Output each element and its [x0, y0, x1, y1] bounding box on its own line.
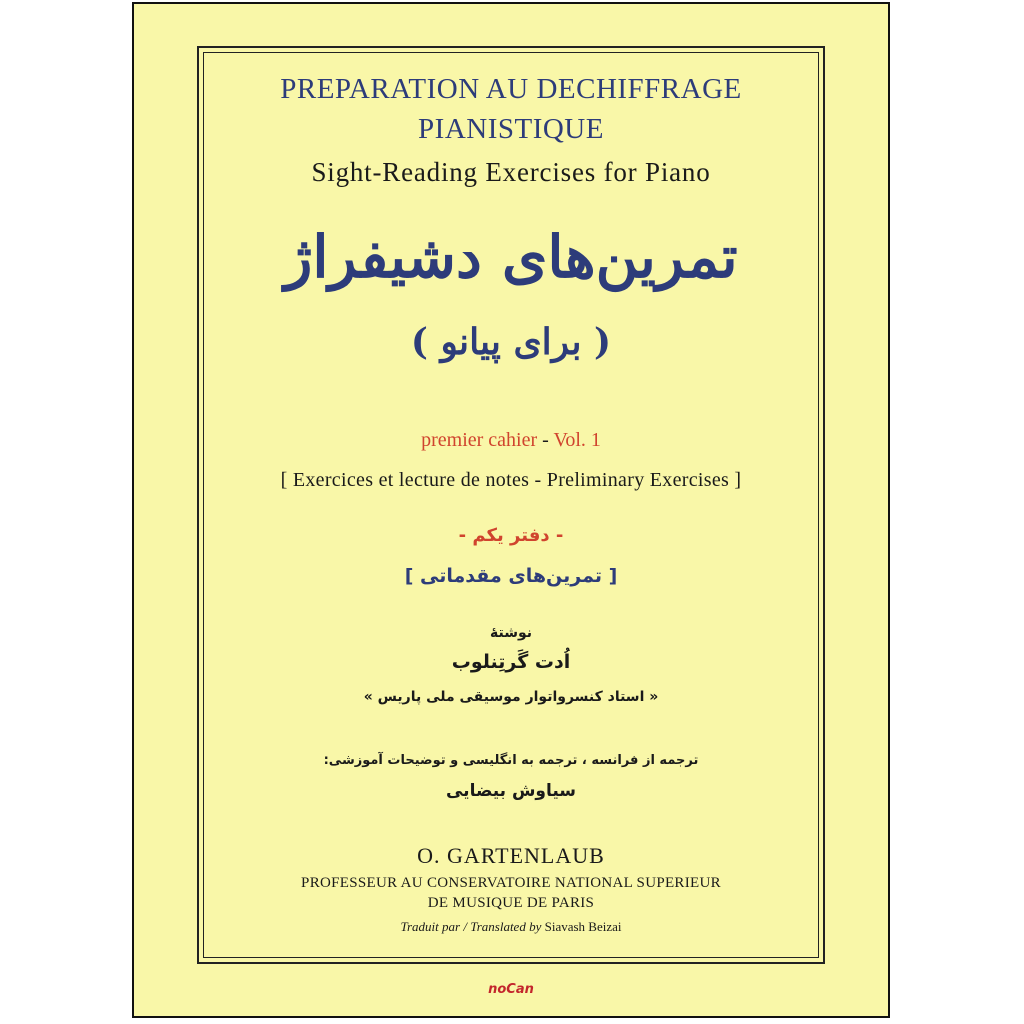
publisher-logo: noCan [488, 982, 534, 997]
translator-fa: سیاوش بیضایی [445, 781, 577, 801]
translated-by-line [204, 919, 818, 935]
title-fr-line1: PREPARATION AU DECHIFFRAGE [280, 73, 742, 105]
title-fa: تمرین‌های دشیفراژ [284, 223, 738, 291]
translation-credit-fa: ترجمه از فرانسه ، ترجمه به انگلیسی و توضیحات آموزشی: [323, 753, 699, 768]
author-title-en-line1: PROFESSEUR AU CONSERVATOIRE NATIONAL SUPERIEUR [301, 875, 721, 891]
translator-en: Siavash Beizai [544, 919, 622, 934]
volume-en: Vol. 1 [553, 429, 601, 451]
exercises-fa: [ تمرین‌های مقدماتی ] [404, 565, 618, 587]
volume-fr: premier cahier [421, 429, 538, 451]
cover-frame [197, 46, 825, 964]
translated-by-label: Traduit par / Translated by [400, 919, 542, 934]
exercises-line: [ Exercices et lecture de notes - Preliminary Exercises ] [280, 469, 742, 491]
volume-line [204, 429, 818, 452]
written-by-fa: نوشتهٔ [489, 625, 532, 641]
author-en: O. GARTENLAUB [417, 843, 605, 868]
title-fr-line2: PIANISTIQUE [418, 113, 604, 145]
author-fa: اُدت گَرتِنلوب [451, 651, 571, 673]
volume-separator: - [537, 429, 554, 451]
subtitle-fa: ( برای پیانو ) [410, 321, 612, 363]
volume-fa: - دفتر یکم - [458, 525, 564, 546]
cover-frame-inner [203, 52, 819, 958]
book-cover [132, 2, 890, 1018]
author-title-fa: « استاد کنسرواتوار موسیقی ملی پاریس » [363, 689, 659, 705]
title-en: Sight-Reading Exercises for Piano [311, 157, 711, 187]
author-title-en-line2: DE MUSIQUE DE PARIS [427, 895, 595, 911]
